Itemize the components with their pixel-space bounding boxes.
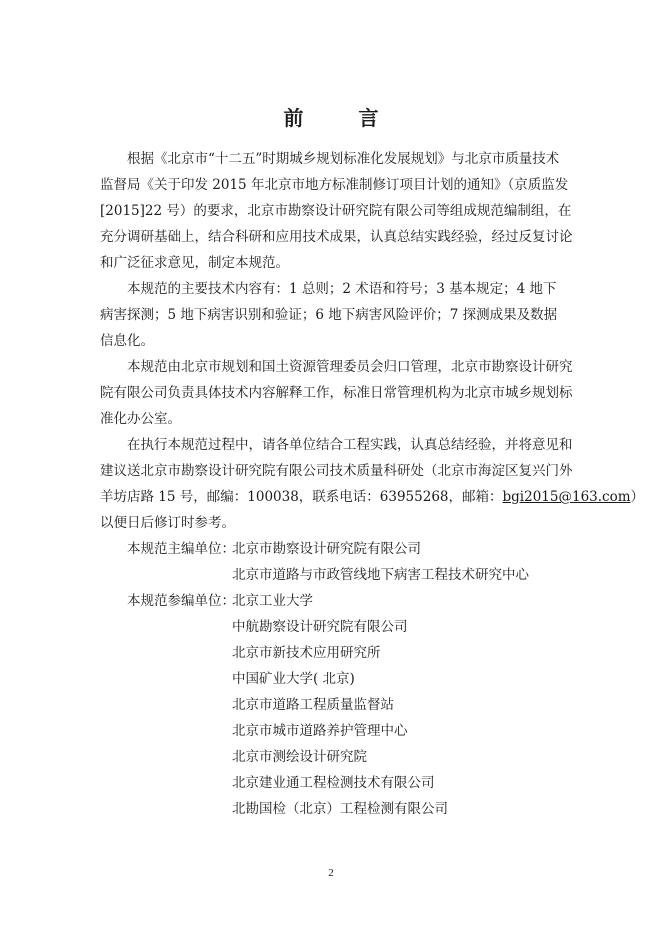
unit-label-spacer — [127, 796, 232, 822]
unit-label-spacer — [127, 718, 232, 744]
email-link[interactable]: bgi2015@163.com — [502, 489, 631, 505]
text-line-with-email — [100, 484, 645, 510]
unit-row — [127, 588, 564, 614]
paragraph-basis — [100, 146, 573, 276]
unit-label-spacer — [127, 744, 232, 770]
unit-row — [127, 692, 564, 718]
text-line: 监督局《关于印发 2015 年北京市地方标准制修订项目计划的通知》（京质监发 — [100, 177, 569, 193]
text-line: 在执行本规范过程中，请各单位结合工程实践，认真总结经验，并将意见和 — [127, 437, 573, 453]
unit-label-spacer — [127, 770, 232, 796]
unit-row — [127, 718, 564, 744]
participating-units-section — [127, 588, 564, 822]
text-line-suffix: ） — [630, 489, 645, 505]
unit-row — [127, 640, 564, 666]
unit-name: 北京市道路工程质量监督站 — [232, 697, 394, 713]
page-number: 2 — [328, 867, 334, 879]
page-title: 前 言 — [283, 106, 403, 130]
paragraph-main-content — [100, 276, 564, 354]
text-line: 病害探测；5 地下病害识别和验证；6 地下病害风险评价；7 探测成果及数据 — [100, 307, 558, 323]
text-line: 本规范由北京市规划和国土资源管理委员会归口管理，北京市勘察设计研究 — [127, 359, 573, 375]
participating-units-label: 本规范参编单位： — [127, 593, 235, 609]
text-line: 以便日后修订时参考。 — [100, 515, 235, 531]
paragraph-feedback — [100, 432, 645, 536]
unit-name: 中航勘察设计研究院有限公司 — [232, 619, 408, 635]
unit-label-spacer — [127, 666, 232, 692]
unit-row — [127, 770, 564, 796]
text-line: 和广泛征求意见，制定本规范。 — [100, 255, 289, 271]
unit-name: 北勘国检（北京）工程检测有限公司 — [232, 801, 448, 817]
paragraph-management — [100, 354, 573, 432]
unit-name: 北京市测绘设计研究院 — [232, 749, 367, 765]
text-line: 充分调研基础上，结合科研和应用技术成果，认真总结实践经验，经过反复讨论 — [100, 229, 573, 245]
unit-label-spacer — [127, 614, 232, 640]
text-line: 信息化。 — [100, 333, 154, 349]
chief-units-label: 本规范主编单位： — [127, 541, 235, 557]
text-line: 准化办公室。 — [100, 411, 181, 427]
unit-name: 北京工业大学 — [232, 593, 313, 609]
unit-name: 北京市新技术应用研究所 — [232, 645, 381, 661]
unit-row — [127, 666, 564, 692]
unit-row — [127, 536, 564, 562]
unit-row — [127, 562, 564, 588]
unit-name: 中国矿业大学( 北京) — [232, 671, 355, 687]
unit-row — [127, 796, 564, 822]
unit-name: 北京市道路与市政管线地下病害工程技术研究中心 — [232, 567, 529, 583]
unit-label-spacer — [127, 640, 232, 666]
unit-label-spacer — [127, 562, 232, 588]
unit-label-spacer — [127, 692, 232, 718]
text-line: 本规范的主要技术内容有：1 总则；2 术语和符号；3 基本规定；4 地下 — [127, 281, 557, 297]
chief-units-section — [127, 536, 564, 588]
text-line: [2015]22 号）的要求，北京市勘察设计研究院有限公司等组成规范编制组，在 — [100, 203, 572, 219]
unit-row — [127, 614, 564, 640]
unit-row — [127, 744, 564, 770]
text-line: 院有限公司负责具体技术内容解释工作，标准日常管理机构为北京市城乡规划标 — [100, 385, 573, 401]
text-line: 羊坊店路 15 号，邮编：100038，联系电话：63955268，邮箱： — [100, 489, 503, 505]
unit-name: 北京市城市道路养护管理中心 — [232, 723, 408, 739]
text-line: 根据《北京市“十二五”时期城乡规划标准化发展规划》与北京市质量技术 — [127, 151, 560, 167]
text-line: 建议送北京市勘察设计研究院有限公司技术质量科研处（北京市海淀区复兴门外 — [100, 463, 573, 479]
unit-name: 北京市勘察设计研究院有限公司 — [232, 541, 421, 557]
unit-name: 北京建业通工程检测技术有限公司 — [232, 775, 435, 791]
